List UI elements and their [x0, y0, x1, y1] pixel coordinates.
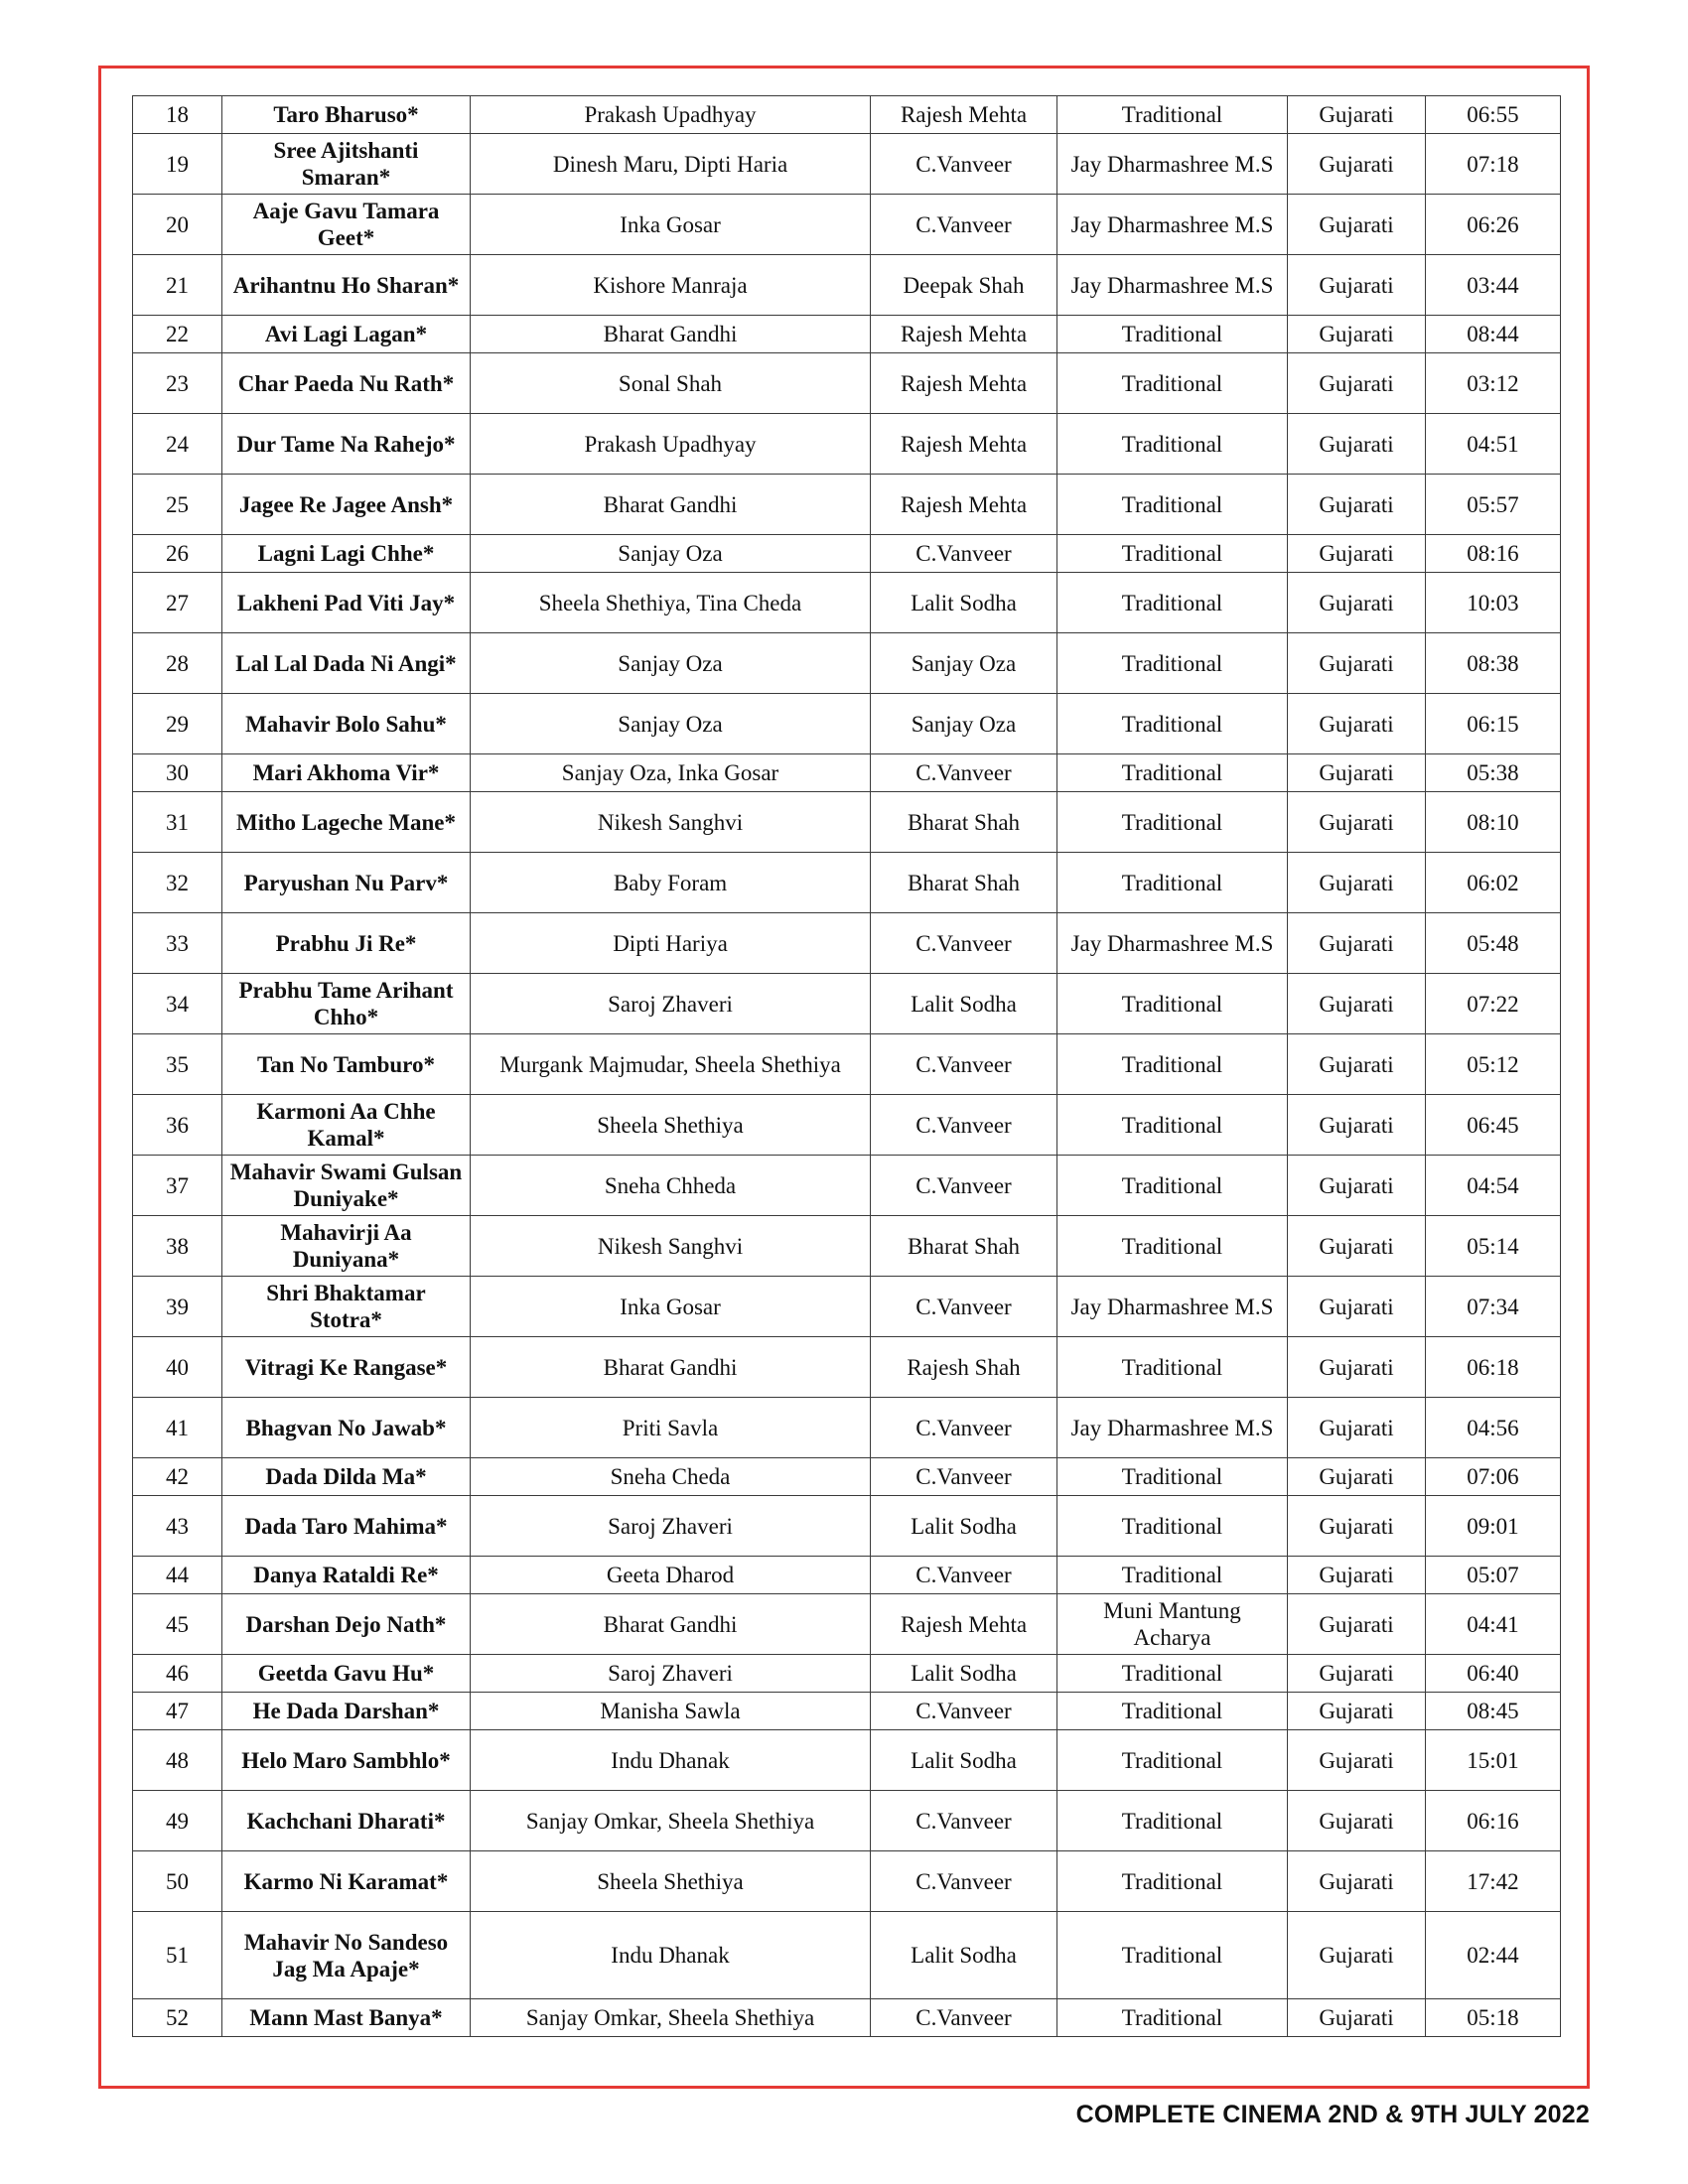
source-cell: Jay Dharmashree M.S — [1057, 134, 1288, 195]
lyricist-cell: Sanjay Oza — [471, 694, 871, 754]
row-number-cell: 51 — [133, 1912, 222, 1999]
lyricist-cell: Saroj Zhaveri — [471, 1496, 871, 1557]
source-cell: Jay Dharmashree M.S — [1057, 255, 1288, 316]
row-number-cell: 48 — [133, 1730, 222, 1791]
row-number-cell: 19 — [133, 134, 222, 195]
song-title-cell: He Dada Darshan* — [222, 1693, 471, 1730]
row-number-cell: 45 — [133, 1594, 222, 1655]
table-row — [133, 1594, 1561, 1655]
row-number-cell: 30 — [133, 754, 222, 792]
table-row — [133, 414, 1561, 475]
table-row — [133, 1156, 1561, 1216]
language-cell: Gujarati — [1288, 1095, 1426, 1156]
song-title-cell: Aaje Gavu Tamara Geet* — [222, 195, 471, 255]
song-title-cell: Mahavirji Aa Duniyana* — [222, 1216, 471, 1277]
composer-cell: Sanjay Oza — [871, 633, 1057, 694]
song-title-cell: Mahavir Bolo Sahu* — [222, 694, 471, 754]
row-number-cell: 44 — [133, 1557, 222, 1594]
lyricist-cell: Inka Gosar — [471, 1277, 871, 1337]
duration-cell: 10:03 — [1426, 573, 1561, 633]
lyricist-cell: Dipti Hariya — [471, 913, 871, 974]
lyricist-cell: Manisha Sawla — [471, 1693, 871, 1730]
composer-cell: C.Vanveer — [871, 1791, 1057, 1851]
lyricist-cell: Saroj Zhaveri — [471, 1655, 871, 1693]
lyricist-cell: Dinesh Maru, Dipti Haria — [471, 134, 871, 195]
composer-cell: Lalit Sodha — [871, 1912, 1057, 1999]
lyricist-cell: Sanjay Oza — [471, 633, 871, 694]
row-number-cell: 42 — [133, 1458, 222, 1496]
lyricist-cell: Sanjay Omkar, Sheela Shethiya — [471, 1791, 871, 1851]
table-row — [133, 853, 1561, 913]
language-cell: Gujarati — [1288, 1851, 1426, 1912]
composer-cell: C.Vanveer — [871, 1458, 1057, 1496]
duration-cell: 07:06 — [1426, 1458, 1561, 1496]
song-title-cell: Paryushan Nu Parv* — [222, 853, 471, 913]
composer-cell: Rajesh Mehta — [871, 96, 1057, 134]
table-row — [133, 1999, 1561, 2037]
language-cell: Gujarati — [1288, 1337, 1426, 1398]
row-number-cell: 31 — [133, 792, 222, 853]
source-cell: Traditional — [1057, 792, 1288, 853]
composer-cell: C.Vanveer — [871, 1034, 1057, 1095]
lyricist-cell: Indu Dhanak — [471, 1912, 871, 1999]
language-cell: Gujarati — [1288, 1999, 1426, 2037]
lyricist-cell: Sneha Chheda — [471, 1156, 871, 1216]
source-cell: Traditional — [1057, 1095, 1288, 1156]
song-list-table — [132, 95, 1561, 2037]
table-row — [133, 195, 1561, 255]
language-cell: Gujarati — [1288, 1594, 1426, 1655]
language-cell: Gujarati — [1288, 1156, 1426, 1216]
composer-cell: Lalit Sodha — [871, 1496, 1057, 1557]
duration-cell: 09:01 — [1426, 1496, 1561, 1557]
lyricist-cell: Nikesh Sanghvi — [471, 792, 871, 853]
duration-cell: 08:44 — [1426, 316, 1561, 353]
song-title-cell: Char Paeda Nu Rath* — [222, 353, 471, 414]
lyricist-cell: Bharat Gandhi — [471, 1337, 871, 1398]
language-cell: Gujarati — [1288, 1277, 1426, 1337]
table-row — [133, 1034, 1561, 1095]
table-row — [133, 316, 1561, 353]
duration-cell: 07:34 — [1426, 1277, 1561, 1337]
duration-cell: 03:12 — [1426, 353, 1561, 414]
composer-cell: C.Vanveer — [871, 1557, 1057, 1594]
lyricist-cell: Sonal Shah — [471, 353, 871, 414]
lyricist-cell: Geeta Dharod — [471, 1557, 871, 1594]
source-cell: Traditional — [1057, 754, 1288, 792]
row-number-cell: 32 — [133, 853, 222, 913]
duration-cell: 15:01 — [1426, 1730, 1561, 1791]
song-title-cell: Mahavir No Sandeso Jag Ma Apaje* — [222, 1912, 471, 1999]
row-number-cell: 28 — [133, 633, 222, 694]
song-title-cell: Mahavir Swami Gulsan Duniyake* — [222, 1156, 471, 1216]
source-cell: Traditional — [1057, 1791, 1288, 1851]
source-cell: Traditional — [1057, 1034, 1288, 1095]
lyricist-cell: Prakash Upadhyay — [471, 414, 871, 475]
duration-cell: 07:18 — [1426, 134, 1561, 195]
row-number-cell: 35 — [133, 1034, 222, 1095]
row-number-cell: 18 — [133, 96, 222, 134]
song-title-cell: Helo Maro Sambhlo* — [222, 1730, 471, 1791]
song-title-cell: Lagni Lagi Chhe* — [222, 535, 471, 573]
row-number-cell: 37 — [133, 1156, 222, 1216]
song-title-cell: Lakheni Pad Viti Jay* — [222, 573, 471, 633]
song-table-body — [133, 96, 1561, 2037]
lyricist-cell: Inka Gosar — [471, 195, 871, 255]
table-row — [133, 1458, 1561, 1496]
composer-cell: C.Vanveer — [871, 134, 1057, 195]
lyricist-cell: Nikesh Sanghvi — [471, 1216, 871, 1277]
row-number-cell: 27 — [133, 573, 222, 633]
song-title-cell: Tan No Tamburo* — [222, 1034, 471, 1095]
composer-cell: Rajesh Mehta — [871, 1594, 1057, 1655]
language-cell: Gujarati — [1288, 974, 1426, 1034]
row-number-cell: 41 — [133, 1398, 222, 1458]
language-cell: Gujarati — [1288, 414, 1426, 475]
song-title-cell: Lal Lal Dada Ni Angi* — [222, 633, 471, 694]
source-cell: Traditional — [1057, 1693, 1288, 1730]
table-row — [133, 1398, 1561, 1458]
composer-cell: C.Vanveer — [871, 754, 1057, 792]
table-row — [133, 913, 1561, 974]
table-row — [133, 1912, 1561, 1999]
lyricist-cell: Sanjay Oza — [471, 535, 871, 573]
duration-cell: 04:54 — [1426, 1156, 1561, 1216]
row-number-cell: 33 — [133, 913, 222, 974]
lyricist-cell: Sheela Shethiya — [471, 1851, 871, 1912]
duration-cell: 06:02 — [1426, 853, 1561, 913]
table-row — [133, 1791, 1561, 1851]
song-title-cell: Prabhu Tame Arihant Chho* — [222, 974, 471, 1034]
language-cell: Gujarati — [1288, 573, 1426, 633]
source-cell: Traditional — [1057, 96, 1288, 134]
composer-cell: C.Vanveer — [871, 535, 1057, 573]
row-number-cell: 24 — [133, 414, 222, 475]
language-cell: Gujarati — [1288, 1216, 1426, 1277]
duration-cell: 05:38 — [1426, 754, 1561, 792]
row-number-cell: 43 — [133, 1496, 222, 1557]
composer-cell: Rajesh Mehta — [871, 316, 1057, 353]
duration-cell: 05:57 — [1426, 475, 1561, 535]
row-number-cell: 39 — [133, 1277, 222, 1337]
language-cell: Gujarati — [1288, 1034, 1426, 1095]
row-number-cell: 21 — [133, 255, 222, 316]
table-row — [133, 1693, 1561, 1730]
duration-cell: 06:15 — [1426, 694, 1561, 754]
song-title-cell: Geetda Gavu Hu* — [222, 1655, 471, 1693]
composer-cell: Rajesh Shah — [871, 1337, 1057, 1398]
table-row — [133, 974, 1561, 1034]
song-title-cell: Sree Ajitshanti Smaran* — [222, 134, 471, 195]
song-title-cell: Danya Rataldi Re* — [222, 1557, 471, 1594]
lyricist-cell: Saroj Zhaveri — [471, 974, 871, 1034]
source-cell: Traditional — [1057, 573, 1288, 633]
duration-cell: 03:44 — [1426, 255, 1561, 316]
lyricist-cell: Sneha Cheda — [471, 1458, 871, 1496]
source-cell: Traditional — [1057, 1912, 1288, 1999]
row-number-cell: 34 — [133, 974, 222, 1034]
source-cell: Traditional — [1057, 1851, 1288, 1912]
song-title-cell: Kachchani Dharati* — [222, 1791, 471, 1851]
row-number-cell: 20 — [133, 195, 222, 255]
language-cell: Gujarati — [1288, 1791, 1426, 1851]
source-cell: Traditional — [1057, 1999, 1288, 2037]
source-cell: Traditional — [1057, 1496, 1288, 1557]
song-title-cell: Jagee Re Jagee Ansh* — [222, 475, 471, 535]
table-row — [133, 633, 1561, 694]
song-title-cell: Shri Bhaktamar Stotra* — [222, 1277, 471, 1337]
footer-title: COMPLETE CINEMA 2ND & 9TH JULY 2022 — [1075, 2101, 1590, 2128]
source-cell: Traditional — [1057, 1156, 1288, 1216]
source-cell: Traditional — [1057, 1655, 1288, 1693]
song-title-cell: Karmo Ni Karamat* — [222, 1851, 471, 1912]
duration-cell: 06:18 — [1426, 1337, 1561, 1398]
song-title-cell: Prabhu Ji Re* — [222, 913, 471, 974]
row-number-cell: 22 — [133, 316, 222, 353]
table-row — [133, 792, 1561, 853]
song-title-cell: Avi Lagi Lagan* — [222, 316, 471, 353]
source-cell: Traditional — [1057, 1458, 1288, 1496]
source-cell: Traditional — [1057, 316, 1288, 353]
composer-cell: Rajesh Mehta — [871, 353, 1057, 414]
source-cell: Muni Mantung Acharya — [1057, 1594, 1288, 1655]
composer-cell: Bharat Shah — [871, 792, 1057, 853]
composer-cell: Deepak Shah — [871, 255, 1057, 316]
duration-cell: 06:16 — [1426, 1791, 1561, 1851]
row-number-cell: 46 — [133, 1655, 222, 1693]
duration-cell: 02:44 — [1426, 1912, 1561, 1999]
composer-cell: Bharat Shah — [871, 1216, 1057, 1277]
source-cell: Traditional — [1057, 694, 1288, 754]
lyricist-cell: Indu Dhanak — [471, 1730, 871, 1791]
row-number-cell: 29 — [133, 694, 222, 754]
composer-cell: C.Vanveer — [871, 1693, 1057, 1730]
song-title-cell: Mann Mast Banya* — [222, 1999, 471, 2037]
composer-cell: Lalit Sodha — [871, 1730, 1057, 1791]
song-title-cell: Mari Akhoma Vir* — [222, 754, 471, 792]
duration-cell: 17:42 — [1426, 1851, 1561, 1912]
table-row — [133, 754, 1561, 792]
lyricist-cell: Prakash Upadhyay — [471, 96, 871, 134]
source-cell: Jay Dharmashree M.S — [1057, 1277, 1288, 1337]
song-title-cell: Mitho Lageche Mane* — [222, 792, 471, 853]
composer-cell: C.Vanveer — [871, 1277, 1057, 1337]
source-cell: Traditional — [1057, 974, 1288, 1034]
source-cell: Traditional — [1057, 1730, 1288, 1791]
table-row — [133, 353, 1561, 414]
duration-cell: 08:38 — [1426, 633, 1561, 694]
duration-cell: 04:56 — [1426, 1398, 1561, 1458]
composer-cell: C.Vanveer — [871, 1398, 1057, 1458]
row-number-cell: 25 — [133, 475, 222, 535]
table-row — [133, 1337, 1561, 1398]
source-cell: Jay Dharmashree M.S — [1057, 195, 1288, 255]
row-number-cell: 50 — [133, 1851, 222, 1912]
composer-cell: Lalit Sodha — [871, 1655, 1057, 1693]
duration-cell: 05:18 — [1426, 1999, 1561, 2037]
song-title-cell: Dada Taro Mahima* — [222, 1496, 471, 1557]
table-row — [133, 1730, 1561, 1791]
table-row — [133, 1655, 1561, 1693]
song-title-cell: Dur Tame Na Rahejo* — [222, 414, 471, 475]
lyricist-cell: Bharat Gandhi — [471, 316, 871, 353]
duration-cell: 05:12 — [1426, 1034, 1561, 1095]
duration-cell: 06:55 — [1426, 96, 1561, 134]
row-number-cell: 26 — [133, 535, 222, 573]
composer-cell: Bharat Shah — [871, 853, 1057, 913]
composer-cell: C.Vanveer — [871, 1156, 1057, 1216]
lyricist-cell: Sanjay Omkar, Sheela Shethiya — [471, 1999, 871, 2037]
duration-cell: 06:40 — [1426, 1655, 1561, 1693]
lyricist-cell: Priti Savla — [471, 1398, 871, 1458]
table-row — [133, 573, 1561, 633]
table-row — [133, 1277, 1561, 1337]
composer-cell: C.Vanveer — [871, 1095, 1057, 1156]
table-row — [133, 1216, 1561, 1277]
language-cell: Gujarati — [1288, 913, 1426, 974]
row-number-cell: 49 — [133, 1791, 222, 1851]
table-row — [133, 1095, 1561, 1156]
composer-cell: C.Vanveer — [871, 1851, 1057, 1912]
source-cell: Traditional — [1057, 1337, 1288, 1398]
song-title-cell: Vitragi Ke Rangase* — [222, 1337, 471, 1398]
composer-cell: Lalit Sodha — [871, 974, 1057, 1034]
source-cell: Traditional — [1057, 1557, 1288, 1594]
language-cell: Gujarati — [1288, 535, 1426, 573]
lyricist-cell: Baby Foram — [471, 853, 871, 913]
lyricist-cell: Sheela Shethiya — [471, 1095, 871, 1156]
language-cell: Gujarati — [1288, 754, 1426, 792]
duration-cell: 08:16 — [1426, 535, 1561, 573]
composer-cell: Rajesh Mehta — [871, 475, 1057, 535]
composer-cell: C.Vanveer — [871, 1999, 1057, 2037]
song-title-cell: Arihantnu Ho Sharan* — [222, 255, 471, 316]
table-row — [133, 96, 1561, 134]
language-cell: Gujarati — [1288, 255, 1426, 316]
duration-cell: 08:45 — [1426, 1693, 1561, 1730]
language-cell: Gujarati — [1288, 353, 1426, 414]
duration-cell: 05:07 — [1426, 1557, 1561, 1594]
language-cell: Gujarati — [1288, 853, 1426, 913]
language-cell: Gujarati — [1288, 1557, 1426, 1594]
language-cell: Gujarati — [1288, 694, 1426, 754]
lyricist-cell: Bharat Gandhi — [471, 1594, 871, 1655]
language-cell: Gujarati — [1288, 1693, 1426, 1730]
lyricist-cell: Kishore Manraja — [471, 255, 871, 316]
table-row — [133, 694, 1561, 754]
duration-cell: 04:41 — [1426, 1594, 1561, 1655]
source-cell: Traditional — [1057, 1216, 1288, 1277]
language-cell: Gujarati — [1288, 1458, 1426, 1496]
language-cell: Gujarati — [1288, 1655, 1426, 1693]
table-row — [133, 134, 1561, 195]
duration-cell: 05:14 — [1426, 1216, 1561, 1277]
duration-cell: 07:22 — [1426, 974, 1561, 1034]
composer-cell: Rajesh Mehta — [871, 414, 1057, 475]
duration-cell: 08:10 — [1426, 792, 1561, 853]
lyricist-cell: Sanjay Oza, Inka Gosar — [471, 754, 871, 792]
source-cell: Traditional — [1057, 475, 1288, 535]
composer-cell: C.Vanveer — [871, 195, 1057, 255]
duration-cell: 05:48 — [1426, 913, 1561, 974]
song-title-cell: Karmoni Aa Chhe Kamal* — [222, 1095, 471, 1156]
source-cell: Jay Dharmashree M.S — [1057, 1398, 1288, 1458]
language-cell: Gujarati — [1288, 475, 1426, 535]
language-cell: Gujarati — [1288, 1398, 1426, 1458]
row-number-cell: 23 — [133, 353, 222, 414]
row-number-cell: 47 — [133, 1693, 222, 1730]
source-cell: Traditional — [1057, 353, 1288, 414]
language-cell: Gujarati — [1288, 195, 1426, 255]
source-cell: Traditional — [1057, 853, 1288, 913]
table-row — [133, 475, 1561, 535]
table-row — [133, 1851, 1561, 1912]
source-cell: Traditional — [1057, 535, 1288, 573]
language-cell: Gujarati — [1288, 792, 1426, 853]
row-number-cell: 52 — [133, 1999, 222, 2037]
source-cell: Traditional — [1057, 414, 1288, 475]
lyricist-cell: Murgank Majmudar, Sheela Shethiya — [471, 1034, 871, 1095]
language-cell: Gujarati — [1288, 1730, 1426, 1791]
row-number-cell: 40 — [133, 1337, 222, 1398]
composer-cell: Lalit Sodha — [871, 573, 1057, 633]
duration-cell: 06:26 — [1426, 195, 1561, 255]
song-title-cell: Darshan Dejo Nath* — [222, 1594, 471, 1655]
row-number-cell: 36 — [133, 1095, 222, 1156]
duration-cell: 04:51 — [1426, 414, 1561, 475]
source-cell: Jay Dharmashree M.S — [1057, 913, 1288, 974]
source-cell: Traditional — [1057, 633, 1288, 694]
song-title-cell: Taro Bharuso* — [222, 96, 471, 134]
composer-cell: C.Vanveer — [871, 913, 1057, 974]
song-title-cell: Bhagvan No Jawab* — [222, 1398, 471, 1458]
table-row — [133, 1557, 1561, 1594]
language-cell: Gujarati — [1288, 1912, 1426, 1999]
language-cell: Gujarati — [1288, 633, 1426, 694]
language-cell: Gujarati — [1288, 96, 1426, 134]
composer-cell: Sanjay Oza — [871, 694, 1057, 754]
table-row — [133, 255, 1561, 316]
row-number-cell: 38 — [133, 1216, 222, 1277]
lyricist-cell: Bharat Gandhi — [471, 475, 871, 535]
lyricist-cell: Sheela Shethiya, Tina Cheda — [471, 573, 871, 633]
duration-cell: 06:45 — [1426, 1095, 1561, 1156]
language-cell: Gujarati — [1288, 134, 1426, 195]
language-cell: Gujarati — [1288, 1496, 1426, 1557]
language-cell: Gujarati — [1288, 316, 1426, 353]
song-title-cell: Dada Dilda Ma* — [222, 1458, 471, 1496]
table-row — [133, 1496, 1561, 1557]
table-row — [133, 535, 1561, 573]
